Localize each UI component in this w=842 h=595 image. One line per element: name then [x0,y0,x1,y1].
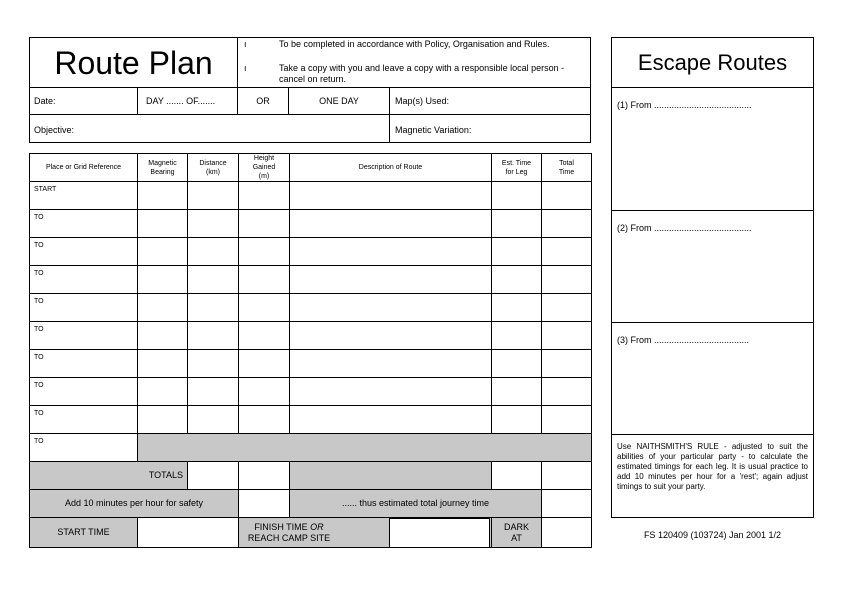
magnetic-variation-field[interactable] [389,114,591,143]
bearing-cell[interactable] [138,406,188,434]
shaded-cell [290,462,492,490]
total-time-cell[interactable] [542,406,592,434]
place-cell[interactable] [30,406,138,434]
journey-time-cell[interactable] [542,490,592,518]
place-cell[interactable] [30,294,138,322]
est-time-cell[interactable] [492,406,542,434]
totals-label-cell [30,462,188,490]
escape-title-box [612,38,813,88]
safety-time-cell[interactable] [239,490,290,518]
height-cell[interactable] [239,238,290,266]
distance-cell[interactable] [188,350,239,378]
route-table [29,153,592,548]
to-label: TO [34,438,44,445]
table-row-start[interactable] [30,182,592,210]
distance-cell[interactable] [188,378,239,406]
table-row-last[interactable] [30,434,592,462]
bearing-cell[interactable] [138,210,188,238]
journey-label-cell [290,490,542,518]
start-time-cell[interactable] [138,518,239,548]
height-cell[interactable] [239,294,290,322]
naismith-rule-box [612,435,813,517]
total-height-cell[interactable] [239,462,290,490]
distance-cell[interactable] [188,210,239,238]
table-row[interactable] [30,322,592,350]
shaded-cell [138,434,592,462]
finish-time-label: FINISH TIME [254,521,308,532]
est-time-cell[interactable] [492,378,542,406]
table-row[interactable] [30,294,592,322]
naismith-rule-text: Use NAITHSMITH'S RULE - adjusted to suit the abilities of your particular party - to calculate the estimated timings for each leg. It is usual practice to add 10 minutes per hour for a 'rest'; again adjust timings to suit your party. [617,442,808,491]
description-cell[interactable] [290,182,492,210]
total-time-cell[interactable] [542,294,592,322]
escape-title: Escape Routes [637,50,788,75]
notes-box [237,37,591,88]
day-of-label: DAY ....... OF....... [146,96,216,106]
escape-route-3-label: (3) From ...................................... [617,335,750,345]
to-label: TO [34,270,44,277]
table-row[interactable] [30,406,592,434]
est-time-cell[interactable] [492,350,542,378]
height-cell[interactable] [239,266,290,294]
bearing-cell[interactable] [138,350,188,378]
escape-route-2[interactable] [612,211,813,323]
height-cell[interactable] [239,406,290,434]
totals-label: TOTALS [148,470,183,480]
date-field[interactable] [29,87,138,115]
start-time-label: START TIME [57,527,110,537]
escape-routes-panel [611,37,814,518]
total-time-cell[interactable] [542,322,592,350]
magnetic-variation-label: Magnetic Variation: [395,125,472,135]
height-cell[interactable] [239,322,290,350]
est-time-cell[interactable] [492,266,542,294]
total-time-cell[interactable] [542,238,592,266]
header-place: Place or Grid Reference [30,154,138,182]
place-cell[interactable] [30,350,138,378]
est-time-cell[interactable] [492,182,542,210]
total-time-cell[interactable] [542,210,592,238]
header-description: Description of Route [290,154,492,182]
header-total-time: Total Time [542,154,592,182]
place-cell[interactable] [30,322,138,350]
note-2: Take a copy with you and leave a copy with a responsible local person - cancel on return. [279,63,565,84]
finish-or-label: OR [310,521,324,532]
place-cell[interactable] [30,210,138,238]
bearing-cell[interactable] [138,182,188,210]
date-label: Date: [34,96,56,106]
bearing-cell[interactable] [138,266,188,294]
note-bullet-2: ı [244,63,247,73]
maps-used-field[interactable] [389,87,591,115]
place-cell[interactable] [30,238,138,266]
height-cell[interactable] [239,210,290,238]
to-label: TO [34,214,44,221]
objective-field[interactable] [29,114,390,143]
total-time-cell[interactable] [542,462,592,490]
bearing-cell[interactable] [138,378,188,406]
to-label: TO [34,382,44,389]
safety-label-cell [30,490,239,518]
total-est-time-cell[interactable] [492,462,542,490]
description-cell[interactable] [290,322,492,350]
form-reference: FS 120409 (103724) Jan 2001 1/2 [643,530,782,540]
est-time-cell[interactable] [492,294,542,322]
note-bullet-1: ı [244,39,247,49]
place-cell[interactable] [30,434,138,462]
to-label: TO [34,410,44,417]
height-cell[interactable] [239,182,290,210]
table-row[interactable] [30,266,592,294]
place-cell[interactable] [30,182,138,210]
or-label: OR [256,96,270,106]
table-row[interactable] [30,350,592,378]
description-cell[interactable] [290,378,492,406]
distance-cell[interactable] [188,182,239,210]
table-header-row [30,154,592,182]
est-time-cell[interactable] [492,322,542,350]
distance-cell[interactable] [188,406,239,434]
header-est-time: Est. Time for Leg [492,154,542,182]
escape-route-2-label: (2) From ....................................... [617,223,752,233]
description-cell[interactable] [290,350,492,378]
finish-time-entry[interactable] [389,518,490,548]
distance-cell[interactable] [188,322,239,350]
escape-route-3[interactable] [612,323,813,435]
start-label: START [34,186,57,193]
to-label: TO [34,298,44,305]
safety-label: Add 10 minutes per hour for safety [64,498,204,508]
distance-cell[interactable] [188,238,239,266]
description-cell[interactable] [290,266,492,294]
table-row[interactable] [30,378,592,406]
height-cell[interactable] [239,378,290,406]
dark-at-label-cell [492,518,542,548]
maps-used-label: Map(s) Used: [395,96,450,106]
bearing-cell[interactable] [138,238,188,266]
start-time-label-cell [30,518,138,548]
escape-route-1-label: (1) From ....................................... [617,100,752,110]
table-row[interactable] [30,238,592,266]
one-day-field[interactable] [288,87,390,115]
to-label: TO [34,326,44,333]
safety-row [30,490,592,518]
description-cell[interactable] [290,406,492,434]
total-time-cell[interactable] [542,182,592,210]
description-cell[interactable] [290,294,492,322]
total-distance-cell[interactable] [188,462,239,490]
note-1: To be completed in accordance with Policy, Organisation and Rules. [279,39,550,49]
to-label: TO [34,242,44,249]
place-cell[interactable] [30,378,138,406]
total-time-cell[interactable] [542,350,592,378]
one-day-label: ONE DAY [319,96,359,106]
description-cell[interactable] [290,238,492,266]
or-field [237,87,289,115]
journey-label: ...... thus estimated total journey time [341,498,490,508]
description-cell[interactable] [290,210,492,238]
dark-label: DARK [503,521,529,532]
time-row [30,518,592,548]
page-title: Route Plan [54,45,213,81]
objective-label: Objective: [34,125,75,135]
escape-route-1[interactable] [612,88,813,211]
distance-cell[interactable] [188,266,239,294]
title-box [29,37,238,88]
header-bearing: Magnetic Bearing [138,154,188,182]
dark-at-cell[interactable] [542,518,592,548]
bearing-cell[interactable] [138,294,188,322]
to-label: TO [34,354,44,361]
table-row[interactable] [30,210,592,238]
bearing-cell[interactable] [138,322,188,350]
day-of-field[interactable] [137,87,238,115]
header-distance: Distance (km) [188,154,239,182]
total-time-cell[interactable] [542,378,592,406]
totals-row [30,462,592,490]
distance-cell[interactable] [188,294,239,322]
place-cell[interactable] [30,266,138,294]
est-time-cell[interactable] [492,210,542,238]
at-label: AT [511,532,522,543]
est-time-cell[interactable] [492,238,542,266]
total-time-cell[interactable] [542,266,592,294]
height-cell[interactable] [239,350,290,378]
finish-line2-label: REACH CAMP SITE [247,532,331,543]
header-height: Height Gained (m) [239,154,290,182]
